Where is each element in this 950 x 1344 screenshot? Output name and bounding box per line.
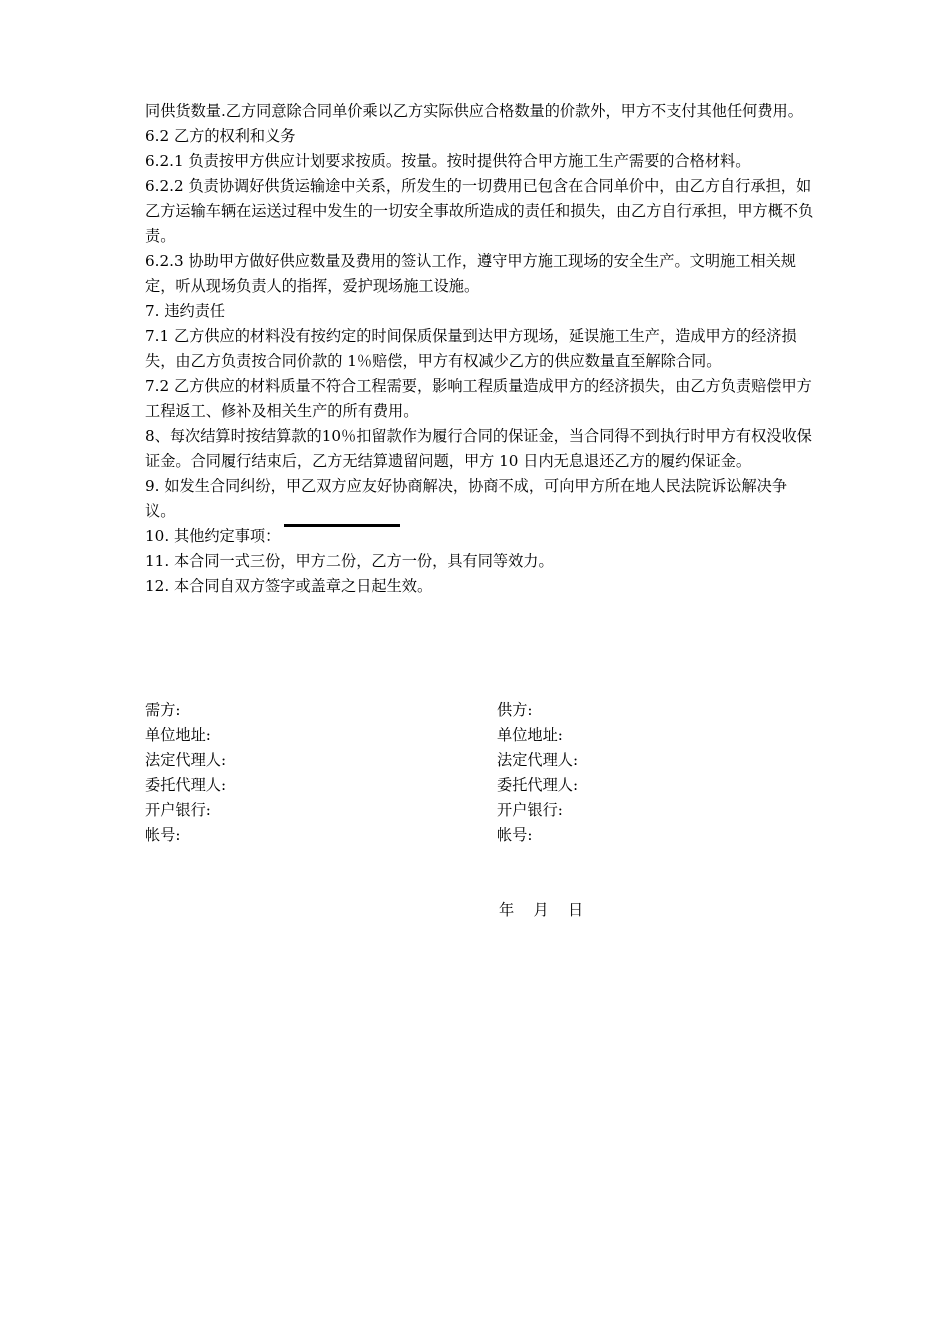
buyer-signature-block <box>145 698 226 848</box>
supplier-address-label: 单位地址: <box>497 726 563 744</box>
clause-7-2: 7.2 乙方供应的材料质量不符合工程需要，影响工程质量造成甲方的经济损失，由乙方负责赔偿甲方工程返工、修补及相关生产的所有费用。 <box>145 377 812 420</box>
clause-9: 9. 如发生合同纠纷，甲乙双方应友好协商解决，协商不成，可向甲方所在地人民法院诉讼解决争议。 <box>145 477 788 520</box>
clause-11: 11. 本合同一式三份，甲方二份，乙方一份，具有同等效力。 <box>145 552 554 570</box>
clause-payment-continuation: 同供货数量.乙方同意除合同单价乘以乙方实际供应合格数量的价款外，甲方不支付其他任何费用。 <box>145 102 803 120</box>
fill-in-blank-line <box>284 524 400 527</box>
buyer-agent-label: 委托代理人: <box>145 776 227 794</box>
supplier-agent-label: 委托代理人: <box>497 776 579 794</box>
contract-body <box>145 99 817 599</box>
clause-6-2-heading: 6.2 乙方的权利和义务 <box>145 127 296 145</box>
buyer-address-label: 单位地址: <box>145 726 211 744</box>
clause-7-heading: 7. 违约责任 <box>145 302 226 320</box>
clause-8: 8、每次结算时按结算款的10％扣留款作为履行合同的保证金，当合同得不到执行时甲方有权没收保证金。合同履行结束后，乙方无结算遗留问题，甲方 10 日内无息退还乙方的履约保证金。 <box>145 427 812 470</box>
clause-12: 12. 本合同自双方签字或盖章之日起生效。 <box>145 577 433 595</box>
clause-7-1: 7.1 乙方供应的材料没有按约定的时间保质保量到达甲方现场，延误施工生产，造成甲方的经济损失，由乙方负责按合同价款的 1％赔偿，甲方有权减少乙方的供应数量直至解除合同。 <box>145 327 797 370</box>
supplier-account-label: 帐号: <box>497 826 533 844</box>
supplier-signature-block <box>497 698 578 848</box>
buyer-legal-rep-label: 法定代理人: <box>145 751 227 769</box>
clause-10 <box>145 524 817 549</box>
supplier-party-label: 供方: <box>497 701 533 719</box>
signing-date-line: 年 月 日 <box>499 901 584 919</box>
clause-6-2-2: 6.2.2 负责协调好供货运输途中关系，所发生的一切费用已包含在合同单价中，由乙方自行承担，如乙方运输车辆在运送过程中发生的一切安全事故所造成的责任和损失，由乙方自行承担，甲方概不负责。 <box>145 177 814 245</box>
clause-10-label: 10. 其他约定事项： <box>145 527 281 545</box>
clause-6-2-1: 6.2.1 负责按甲方供应计划要求按质。按量。按时提供符合甲方施工生产需要的合格材料。 <box>145 152 751 170</box>
buyer-party-label: 需方: <box>145 701 181 719</box>
clause-6-2-3: 6.2.3 协助甲方做好供应数量及费用的签认工作，遵守甲方施工现场的安全生产。文明施工相关规定，听从现场负责人的指挥，爱护现场施工设施。 <box>145 252 796 295</box>
buyer-account-label: 帐号: <box>145 826 181 844</box>
supplier-legal-rep-label: 法定代理人: <box>497 751 579 769</box>
buyer-bank-label: 开户银行: <box>145 801 211 819</box>
supplier-bank-label: 开户银行: <box>497 801 563 819</box>
